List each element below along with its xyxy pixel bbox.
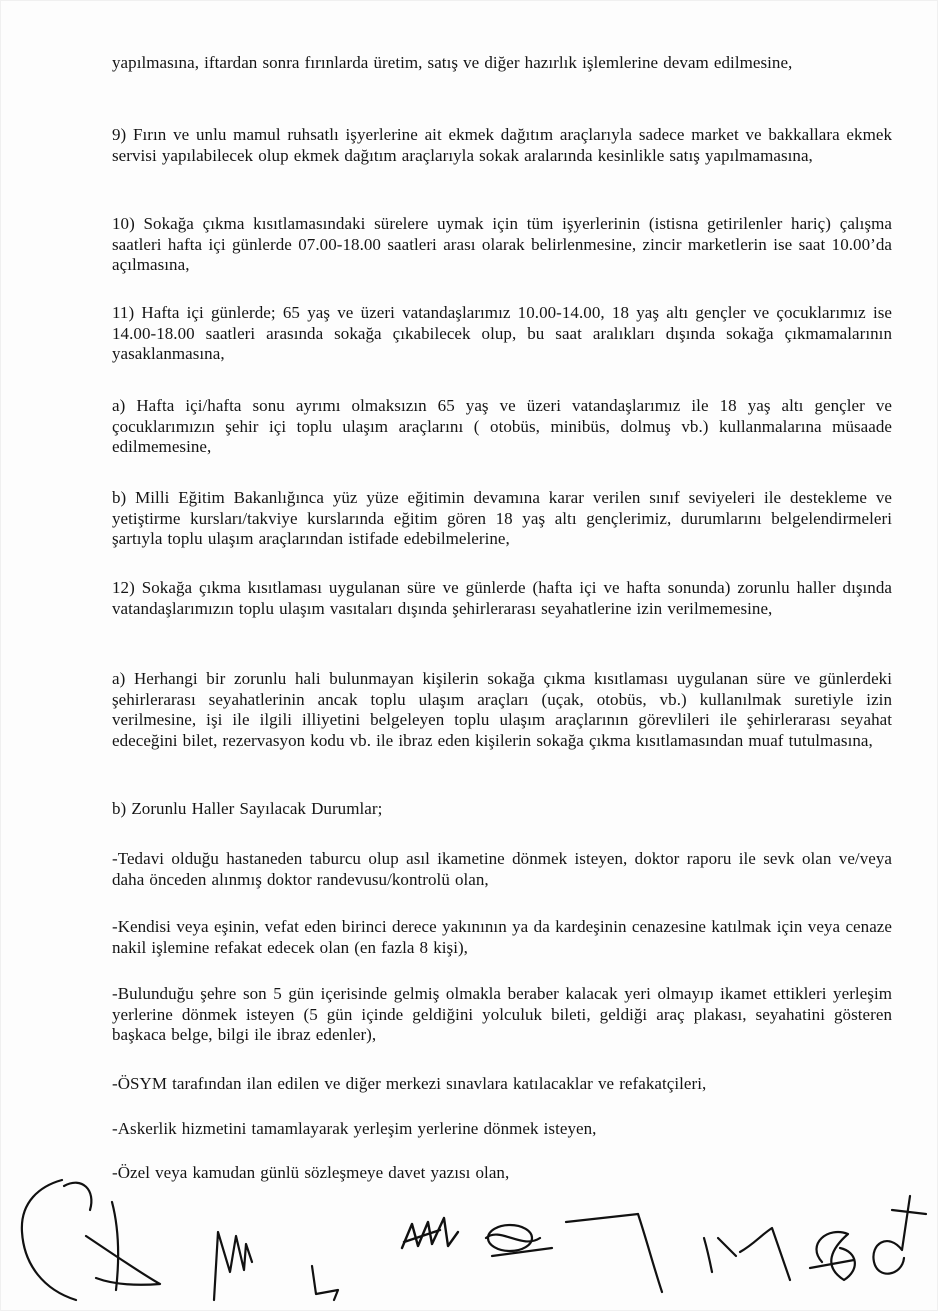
paragraph-continuation: yapılmasına, iftardan sonra fırınlarda üretim, satış ve diğer hazırlık işlemlerine devam edilmesine, (112, 53, 793, 72)
paragraph-item-11a: a) Hafta içi/hafta sonu ayrımı olmaksızın 65 yaş ve üzeri vatandaşlarımız ile 18 yaş altı gençler ve çocuklarımızın şehir içi toplu ulaşım araçlarını ( otobüs, minibüs, dolmuş vb.) kullanmalarına müsaade edilmemesine, (112, 396, 892, 456)
signature-1 (22, 1180, 160, 1300)
paragraph-item-12a: a) Herhangi bir zorunlu hali bulunmayan kişilerin sokağa çıkma kısıtlaması uygulanan süre ve günlerdeki şehirlerarası seyahatlerinin ancak toplu ulaşım araçları (uçak, otobüs, vb.) kullanılmak suretiyle izin verilmesine, işi ile ilgili illiyetini belgeleyen toplu ulaşım araçlarının görevlileri ile şehirlerarası seyahat edeceğini bilet, rezervasyon kodu vb. ile ibraz eden kişilerin sokağa çıkma kısıtlamasından muaf tutulmasına, (112, 669, 892, 750)
paragraph-case-treatment: -Tedavi olduğu hastaneden taburcu olup asıl ikametine dönmek isteyen, doktor raporu ile sevk olan ve/veya daha önceden alınmış doktor randevusu/kontrolü olan, (112, 849, 892, 889)
signature-2 (214, 1232, 252, 1300)
paragraph-item-11: 11) Hafta içi günlerde; 65 yaş ve üzeri vatandaşlarımız 10.00-14.00, 18 yaş altı gençler ve çocuklarımız ise 14.00-18.00 saatleri arasında sokağa çıkabilecek olup, bu saat aralıkları dışında sokağa çıkmamalarının yasaklanmasına, (112, 303, 892, 363)
paragraph-item-9: 9) Fırın ve unlu mamul ruhsatlı işyerlerine ait ekmek dağıtım araçlarıyla sadece market ve bakkallara ekmek servisi yapılabilecek olup ekmek dağıtım araçlarıyla sokak aralarında kesinlikle satış yapılmamasına, (112, 125, 892, 165)
signature-7 (704, 1228, 790, 1280)
signature-3 (312, 1266, 338, 1300)
paragraph-case-contract-invite: -Özel veya kamudan günlü sözleşmeye davet yazısı olan, (112, 1163, 510, 1182)
paragraph-case-military: -Askerlik hizmetini tamamlayarak yerleşim yerlerine dönmek isteyen, (112, 1119, 597, 1138)
paragraph-item-12: 12) Sokağa çıkma kısıtlaması uygulanan süre ve günlerde (hafta içi ve hafta sonunda) zorunlu haller dışında vatandaşlarımızın toplu ulaşım vasıtaları dışında şehirlerarası seyahatlerine izin verilmemesine, (112, 578, 892, 618)
signature-8 (810, 1232, 855, 1280)
signature-6 (566, 1214, 662, 1292)
paragraph-item-12b-heading: b) Zorunlu Haller Sayılacak Durumlar; (112, 799, 383, 818)
signature-4 (402, 1218, 458, 1248)
signature-5 (486, 1225, 552, 1256)
signature-row (0, 1165, 938, 1311)
paragraph-item-10: 10) Sokağa çıkma kısıtlamasındaki sürelere uymak için tüm işyerlerinin (istisna getirilenler hariç) çalışma saatleri hafta içi günlerde 07.00-18.00 saatleri arası olarak belirlenmesine, zincir marketlerin ise saat 10.00’da açılmasına, (112, 214, 892, 274)
signature-9 (873, 1196, 926, 1274)
paragraph-case-osym-exam: -ÖSYM tarafından ilan edilen ve diğer merkezi sınavlara katılacaklar ve refakatçileri, (112, 1074, 707, 1093)
paragraph-case-return-home: -Bulunduğu şehre son 5 gün içerisinde gelmiş olmakla beraber kalacak yeri olmayıp ikamet ettikleri yerleşim yerlerine dönmek isteyen (5 gün içinde geldiğini yolculuk bileti, geldiği araç plakası, seyahatini gösteren başkaca belge, bilgi ile ibraz edenler), (112, 984, 892, 1044)
paragraph-item-11b: b) Milli Eğitim Bakanlığınca yüz yüze eğitimin devamına karar verilen sınıf seviyeleri ile destekleme ve yetiştirme kursları/takviye kurslarında eğitim gören 18 yaş altı gençlerimiz, durumlarını belgelendirmeleri şartıyla toplu ulaşım araçlarından istifade edebilmelerine, (112, 488, 892, 548)
paragraph-case-funeral: -Kendisi veya eşinin, vefat eden birinci derece yakınının ya da kardeşinin cenazesine katılmak için veya cenaze nakil işlemine refakat edecek olan (en fazla 8 kişi), (112, 917, 892, 957)
